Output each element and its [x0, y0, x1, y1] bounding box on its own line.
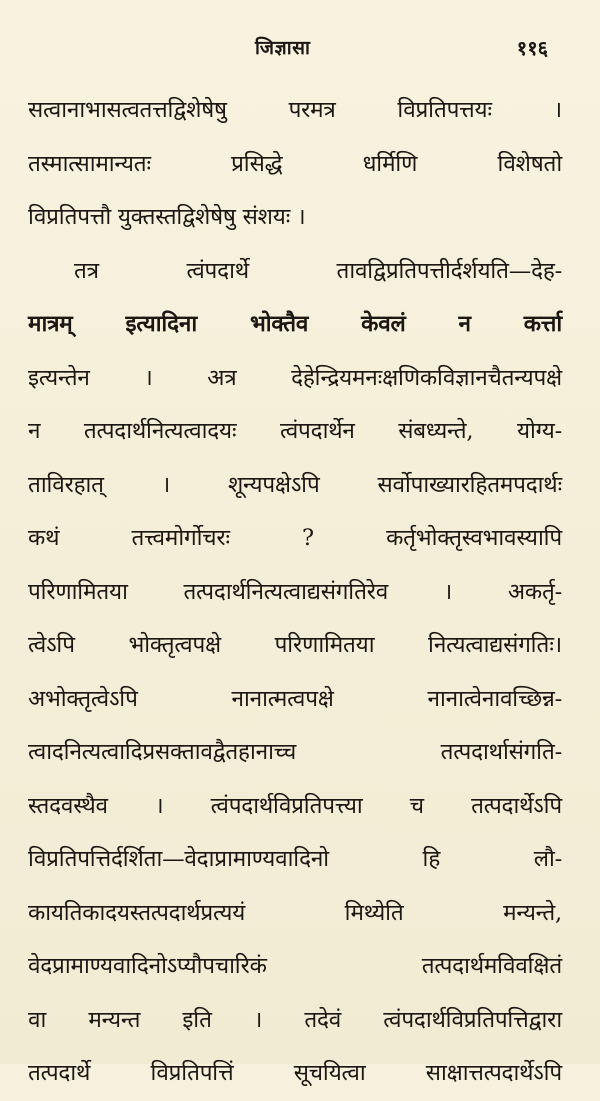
text-line: त्वादनित्यत्वादिप्रसक्तावद्वैतहानाच्च तत्पदार्थासंगति-	[28, 739, 562, 765]
text-line: मात्रम् इत्यादिना भोक्तैव केवलं न कर्त्ता	[28, 311, 562, 337]
text-line: तत्पदार्थे विप्रतिपत्तिं सूचयित्वा साक्षात्तत्पदार्थेऽपि	[28, 1060, 562, 1086]
page-number: ११६	[516, 36, 548, 60]
text-line: स्तदवस्थैव । त्वंपदार्थविप्रतिपत्त्या च तत्पदार्थेऽपि	[28, 792, 562, 819]
text-line: ताविरहात् । शून्यपक्षेऽपि सर्वोपाख्यारहितमपदार्थः	[28, 471, 562, 498]
text-line: इत्यन्तेन । अत्र देहेन्द्रियमनःक्षणिकविज्ञानचैतन्यपक्षे	[28, 364, 562, 391]
text-line: अभोक्तृत्वेऽपि नानात्मत्वपक्षे नानात्वेनावच्छिन्न-	[28, 685, 562, 712]
text-line: कथं तत्त्वमोर्गोचरः ? कर्तृभोक्तृस्वभावस्यापि	[28, 525, 562, 551]
text-line: वेदप्रामाण्यवादिनोऽप्यौपचारिकं तत्पदार्थमविवक्षितं	[28, 953, 562, 979]
running-title: जिज्ञासा	[255, 37, 311, 59]
text-line: न तत्पदार्थनित्यत्वादयः त्वंपदार्थेन संबध्यन्ते, योग्य-	[28, 418, 562, 444]
text-line: तस्मात्सामान्यतः प्रसिद्धे धर्मिणि विशेषतो	[28, 150, 562, 177]
text-line: त्वेऽपि भोक्तृत्वपक्षे परिणामितया नित्यत्वाद्यसंगतिः।	[28, 632, 562, 658]
text-line: विप्रतिपत्तिर्दर्शिता—वेदाप्रामाण्यवादिनो हि लौ-	[28, 846, 562, 872]
text-line: तत्र त्वंपदार्थे तावद्विप्रतिपत्तीर्दर्शयति—देह-	[74, 257, 562, 284]
text-line: विप्रतिपत्तौ युक्तस्तद्विशेषेषु संशयः ।	[28, 204, 306, 230]
text-line: कायतिकादयस्तत्पदार्थप्रत्ययं मिथ्येति मन्यन्ते,	[28, 899, 562, 926]
page-header	[0, 34, 600, 64]
text-line: सत्वानाभासत्वतत्तद्विशेषेषु परमत्र विप्रतिपत्तयः ।	[28, 97, 562, 123]
text-line: परिणामितया तत्पदार्थनित्यत्वाद्यसंगतिरेव । अकर्तृ-	[28, 578, 562, 605]
text-line: वा मन्यन्त इति । तदेवं त्वंपदार्थविप्रतिपत्तिद्वारा	[28, 1006, 562, 1033]
body-text	[28, 84, 562, 1101]
